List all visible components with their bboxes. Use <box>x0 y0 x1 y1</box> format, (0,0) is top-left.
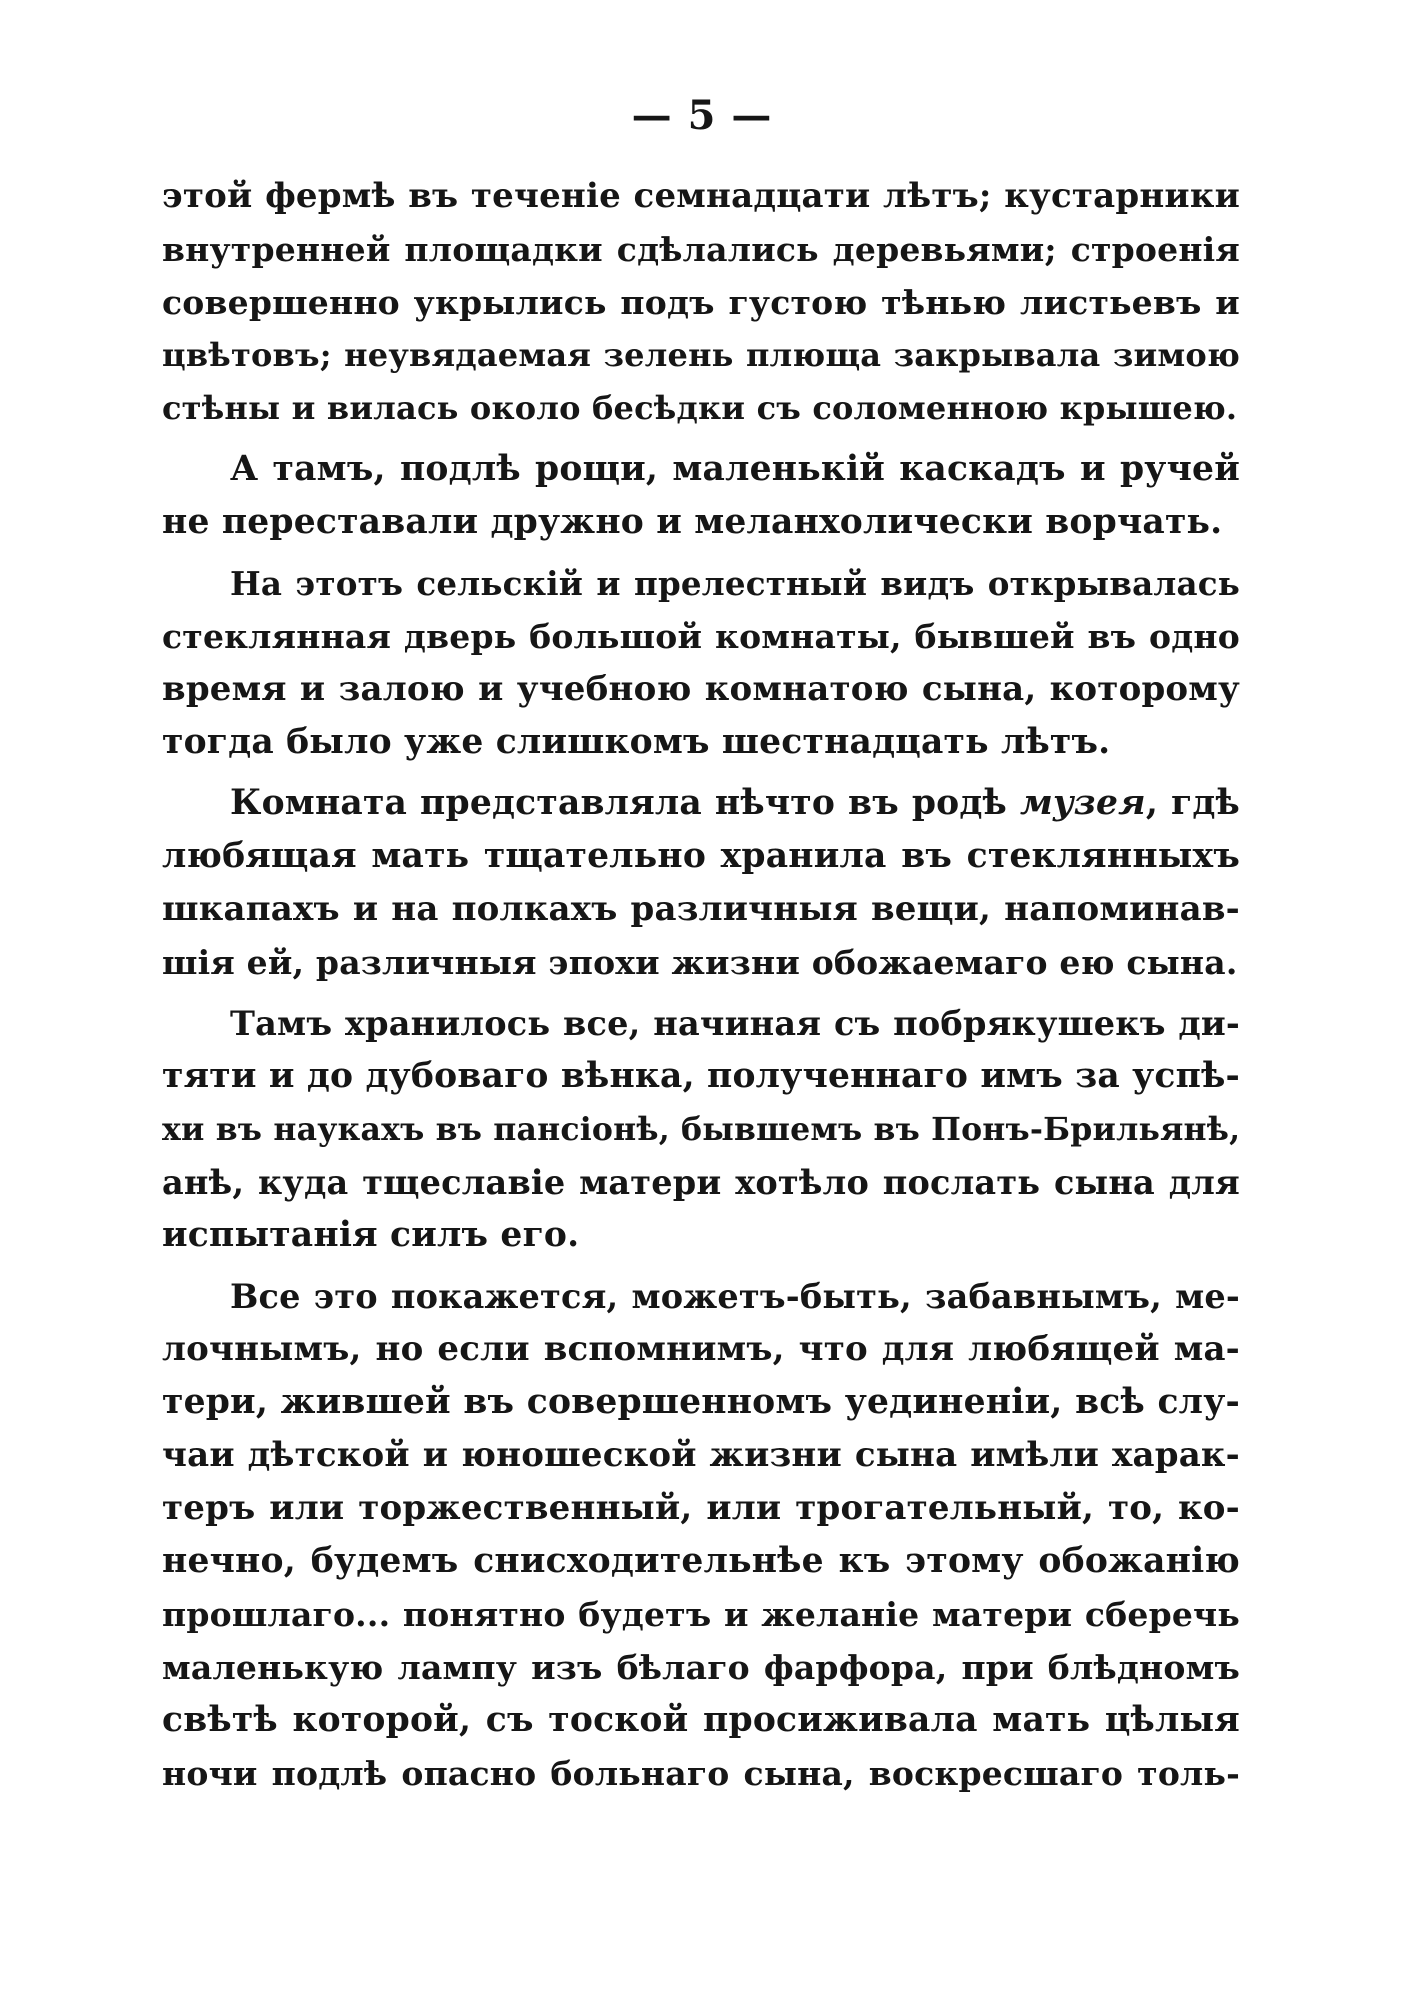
text-line: свѣтѣ которой, съ тоской просиживала мать цѣлыя <box>162 1700 1240 1740</box>
text-line: анѣ, куда тщеславіе матери хотѣло послать сына для <box>162 1163 1240 1202</box>
text-line: время и залою и учебною комнатою сына, которому <box>162 669 1240 709</box>
text-line: любящая мать тщательно хранила въ стеклянныхъ <box>162 836 1240 876</box>
text-line: этой фермѣ въ теченіе семнадцати лѣтъ; кустарники <box>162 176 1240 216</box>
text-line: Все это покажется, можетъ-быть, забавнымъ, ме- <box>230 1277 1240 1316</box>
paragraph-6 <box>162 1270 1240 1800</box>
text-line: стѣны и вилась около бесѣдки съ соломенною крышею. <box>162 389 1238 427</box>
paragraph-5 <box>162 997 1240 1262</box>
text-line: хи въ наукахъ въ пансіонѣ, бывшемъ въ Понъ-Брильянѣ, <box>162 1111 1241 1148</box>
text-line: А тамъ, подлѣ рощи, маленькій каскадъ и ручей <box>230 449 1240 489</box>
text-line: лочнымъ, но если вспомнимъ, что для любящей ма- <box>162 1329 1240 1369</box>
text-line: не переставали дружно и меланхолически ворчать. <box>162 502 1223 542</box>
page-number: — 5 — <box>631 92 773 139</box>
paragraph-2 <box>162 443 1240 549</box>
body-text <box>162 170 1240 1800</box>
text-line: нечно, будемъ снисходительнѣе къ этому обожанію <box>162 1541 1240 1581</box>
text-line: шкапахъ и на полкахъ различныя вещи, напоминав- <box>162 889 1240 929</box>
text-line: совершенно укрылись подъ густою тѣнью листьевъ и <box>162 283 1240 322</box>
text-line: тогда было уже слишкомъ шестнадцать лѣтъ. <box>162 722 1111 762</box>
text-line: чаи дѣтской и юношеской жизни сына имѣли харак- <box>162 1435 1240 1475</box>
text-line <box>162 777 1240 830</box>
text-line: ночи подлѣ опасно больнаго сына, воскресшаго толь- <box>162 1754 1240 1793</box>
paragraph-3 <box>162 557 1240 769</box>
text-line: испытанія силъ его. <box>162 1215 580 1255</box>
text-line: Тамъ хранилось все, начиная съ побрякушекъ ди- <box>230 1004 1240 1043</box>
text-line: тяти и до дубоваго вѣнка, полученнаго имъ за успѣ- <box>162 1056 1241 1096</box>
text-line: теръ или торжественный, или трогательный, то, ко- <box>162 1488 1240 1528</box>
text-run: , гдѣ <box>1145 783 1241 823</box>
paragraph-1 <box>162 170 1240 435</box>
text-line: внутренней площадки сдѣлались деревьями; строенія <box>162 230 1240 269</box>
text-line: маленькую лампу изъ бѣлаго фарфора, при блѣдномъ <box>162 1648 1240 1687</box>
text-run: Комната представляла нѣчто въ родѣ <box>230 783 1020 823</box>
text-line: стеклянная дверь большой комнаты, бывшей въ одно <box>162 617 1240 656</box>
text-line: цвѣтовъ; неувядаемая зелень плюща закрывала зимою <box>162 336 1240 374</box>
text-line: На этотъ сельскій и прелестный видъ открывалась <box>230 564 1240 603</box>
text-line: шія ей, различныя эпохи жизни обожаемаго ею сына. <box>162 943 1238 982</box>
text-line: тери, жившей въ совершенномъ уединеніи, всѣ слу- <box>162 1382 1240 1422</box>
paragraph-4 <box>162 777 1240 989</box>
italic-word: музея <box>1019 783 1146 823</box>
text-line: прошлаго... понятно будетъ и желаніе матери сберечь <box>162 1595 1240 1634</box>
